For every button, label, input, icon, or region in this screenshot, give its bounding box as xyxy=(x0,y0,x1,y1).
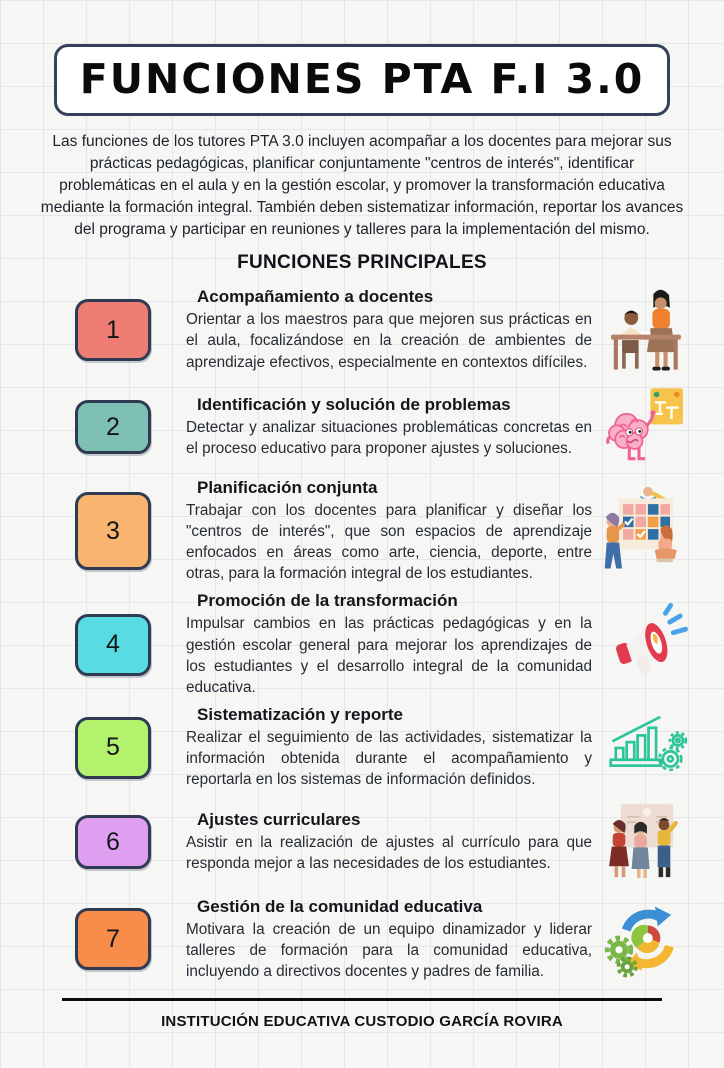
page-title: FUNCIONES PTA F.I 3.0 xyxy=(79,55,645,103)
item-number-badge: 7 xyxy=(75,908,151,970)
function-item-6 xyxy=(40,797,700,887)
functions-list xyxy=(40,284,700,984)
item-description: Impulsar cambios en las prácticas pedagógicas y en la gestión escolar general para mejorar los aprendizajes de los estudiantes y el desarrollo integral de la comunidad educativa. xyxy=(186,615,592,696)
item-number-badge: 3 xyxy=(75,492,151,570)
planning-board-illustration xyxy=(592,483,700,579)
item-title: Identificación y solución de problemas xyxy=(197,394,511,414)
megaphone-illustration xyxy=(592,601,700,689)
item-description: Trabajar con los docentes para planificar y diseñar los "centros de interés", que son espacios de aprendizaje enfocados en áreas como arte, ciencia, deporte, entre otras, para la formación integral de los estudiantes. xyxy=(186,502,592,583)
function-item-2 xyxy=(40,383,700,471)
function-item-4 xyxy=(40,591,700,697)
item-number-badge: 4 xyxy=(75,614,151,676)
item-title: Ajustes curriculares xyxy=(197,810,361,830)
item-description: Motivara la creación de un equipo dinamizador y liderar talleres de formación para la comunidad educativa, incluyendo a directivos docentes y padres de familia. xyxy=(186,920,592,980)
item-description: Asistir en la realización de ajustes al currículo para que responda mejor a las necesidades de los estudiantes. xyxy=(186,834,592,873)
item-number-badge: 2 xyxy=(75,400,151,454)
item-title: Sistematización y reporte xyxy=(197,704,403,724)
footer-divider xyxy=(62,998,662,1001)
cycle-gears-illustration xyxy=(592,894,700,984)
community-discussion-illustration xyxy=(592,797,700,887)
section-heading: FUNCIONES PRINCIPALES xyxy=(237,252,487,273)
item-title: Promoción de la transformación xyxy=(197,591,458,611)
item-number-badge: 5 xyxy=(75,717,151,779)
footer-institution-name: INSTITUCIÓN EDUCATIVA CUSTODIO GARCÍA ROVIRA xyxy=(161,1013,563,1031)
item-number-badge: 6 xyxy=(75,815,151,869)
teacher-coaching-illustration xyxy=(592,284,700,376)
item-title: Acompañamiento a docentes xyxy=(197,287,434,307)
item-description: Realizar el seguimiento de las actividades, sistematizar la información obtenida durante el acompañamiento y reportarla en los sistemas de información definidos. xyxy=(186,728,592,789)
function-item-5 xyxy=(40,705,700,790)
intro-paragraph: Las funciones de los tutores PTA 3.0 incluyen acompañar a los docentes para mejorar sus prácticas pedagógicas, planificar conjuntamente "centros de interés", identificar problemáticas en el aula y en la gestión escolar, y promover la transformación educativa mediante la formación integral. También deben sistematizar información, reportar los avances del programa y participar en reuniones y talleres para la implementación del mismo. xyxy=(40,133,684,238)
item-title: Gestión de la comunidad educativa xyxy=(197,896,483,916)
function-item-7 xyxy=(40,894,700,984)
brain-maze-illustration xyxy=(592,383,700,471)
growth-chart-illustration xyxy=(592,706,700,790)
page-title-box xyxy=(54,44,670,116)
item-number-badge: 1 xyxy=(75,299,151,361)
function-item-3 xyxy=(40,478,700,584)
item-title: Planificación conjunta xyxy=(197,478,378,497)
item-description: Detectar y analizar situaciones problemáticas concretas en el proceso educativo para proponer ajustes y soluciones. xyxy=(186,418,592,457)
item-description: Orientar a los maestros para que mejoren sus prácticas en el aula, focalizándose en la creación de ambientes de aprendizaje efectivos, especialmente en contextos difíciles. xyxy=(186,311,592,371)
function-item-1 xyxy=(40,284,700,376)
